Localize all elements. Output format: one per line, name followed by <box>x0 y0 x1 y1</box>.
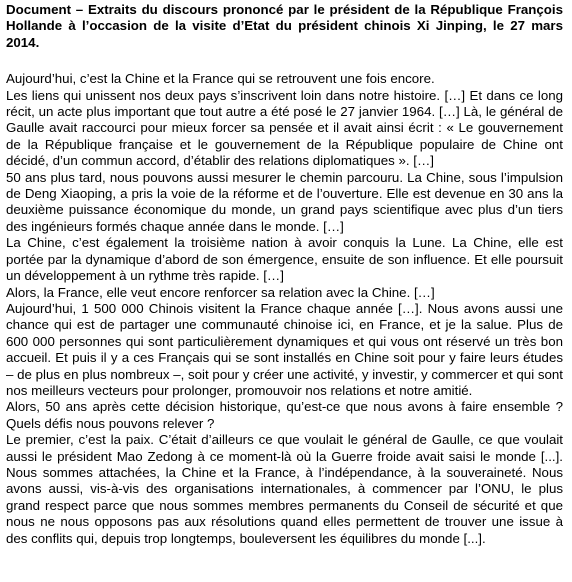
paragraph-1: Aujourd’hui, c’est la Chine et la France qui se retrouvent une fois encore. <box>6 71 435 87</box>
paragraph-3: 50 ans plus tard, nous pouvons aussi mesurer le chemin parcouru. La Chine, sous l’impulsion de Deng Xiaoping, a pris la voie de la réforme et de l’ouverture. Elle est devenue en 30 ans la deuxième puissance économique du monde, un grand pays scientifique avec plus d’un tiers des ingénieurs formés chaque année dans le monde. […] <box>6 169 563 234</box>
paragraph-7: Alors, 50 ans après cette décision historique, qu’est-ce que nous avons à faire ensemble ? Quels défis nous pouvons relever ? <box>6 399 563 431</box>
document-heading: Document – Extraits du discours prononcé par le président de la République François Hollande à l’occasion de la visite d’Etat du président chinois Xi Jinping, le 27 mars 2014. <box>6 2 563 50</box>
document-page <box>6 2 563 547</box>
paragraph-4: La Chine, c’est également la troisième nation à avoir conquis la Lune. La Chine, elle est portée par la dynamique d’abord de son émergence, ensuite de son influence. Et elle poursuit un développement à un rythme très rapide. […] <box>6 235 563 284</box>
paragraph-6: Aujourd’hui, 1 500 000 Chinois visitent la France chaque année […]. Nous avons aussi une chance qui est de partager une communauté chinoise ici, en France, et je la salue. Plus de 600 000 personnes qui sont particulièrement dynamiques et qui vous ont réservé un très bon accueil. Et puis il y a ces Français qui se sont installés en Chine soit pour y faire leurs études – de plus en plus nombreux –, soit pour y créer une activité, y investir, y commercer et qui sont nos meilleurs vecteurs pour prolonger, promouvoir nos relations et notre amitié. <box>6 300 563 398</box>
paragraph-8: Le premier, c’est la paix. C’était d’ailleurs ce que voulait le général de Gaulle, ce que voulait aussi le président Mao Zedong à ce moment-là où la Guerre froide avait saisi le monde [...]. Nous sommes attachées, la Chine et la France, à l’indépendance, à la souveraineté. Nous avons aussi, vis-à-vis des organisations internationales, à commencer par l’ONU, le plus grand respect parce que nous sommes membres permanents du Conseil de sécurité et que nous ne nous opposons pas aux résolutions quand elles permettent de trouver une issue à des conflits qui, depuis trop longtemps, bouleversent les équilibres du monde [...]. <box>6 432 563 546</box>
paragraph-2: Les liens qui unissent nos deux pays s’inscrivent loin dans notre histoire. […] Et dans ce long récit, un acte plus important que tout autre a été posé le 27 janvier 1964. […] Là, le général de Gaulle avait raccourci pour mieux forcer sa pensée et il avait ainsi écrit : « Le gouvernement de la République française et le gouvernement de la République populaire de Chine ont décidé, d’un commun accord, d’établir des relations diplomatiques ». […] <box>6 87 563 169</box>
paragraph-5: Alors, la France, elle veut encore renforcer sa relation avec la Chine. […] <box>6 284 435 300</box>
